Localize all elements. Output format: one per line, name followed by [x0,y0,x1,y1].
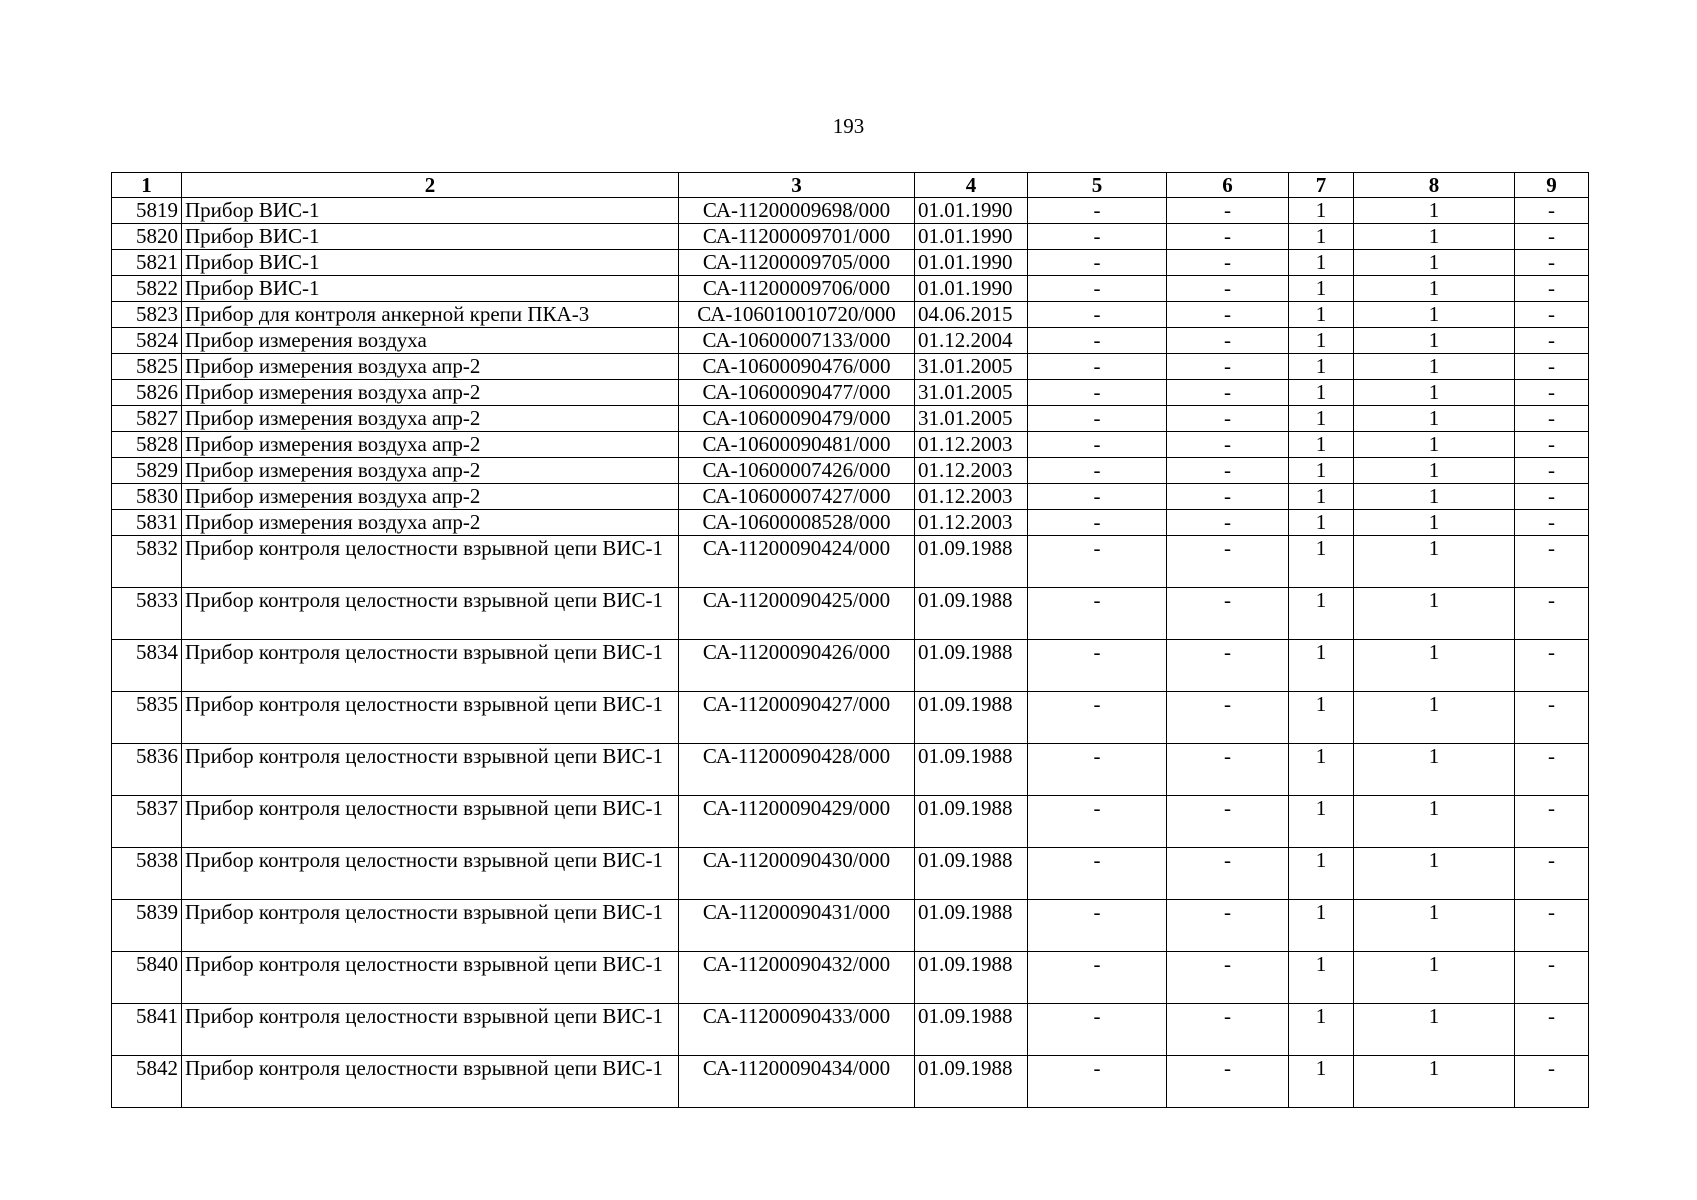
inventory-code-cell: СА-11200009706/000 [679,276,915,302]
col7-cell: 1 [1289,848,1354,900]
col9-cell: - [1515,588,1589,640]
item-name-cell: Прибор контроля целостности взрывной цепи ВИС-1 [182,640,679,692]
row-number-cell: 5824 [112,328,182,354]
row-number-cell: 5834 [112,640,182,692]
col5-cell: - [1028,510,1167,536]
col7-cell: 1 [1289,536,1354,588]
row-number-cell: 5830 [112,484,182,510]
inventory-code-cell: СА-11200090432/000 [679,952,915,1004]
inventory-code-cell: СА-11200009705/000 [679,250,915,276]
col9-cell: - [1515,952,1589,1004]
col6-cell: - [1167,250,1289,276]
col7-cell: 1 [1289,588,1354,640]
col7-cell: 1 [1289,692,1354,744]
col7-cell: 1 [1289,354,1354,380]
table-row [112,536,1589,588]
table-row [112,302,1589,328]
item-name-cell: Прибор контроля целостности взрывной цепи ВИС-1 [182,848,679,900]
item-name-cell: Прибор измерения воздуха апр-2 [182,458,679,484]
date-cell: 01.12.2004 [915,328,1028,354]
col9-cell: - [1515,250,1589,276]
col5-cell: - [1028,484,1167,510]
date-cell: 01.09.1988 [915,796,1028,848]
date-cell: 31.01.2005 [915,406,1028,432]
row-number-cell: 5820 [112,224,182,250]
item-name-cell: Прибор измерения воздуха апр-2 [182,484,679,510]
inventory-code-cell: СА-10600007426/000 [679,458,915,484]
col6-cell: - [1167,302,1289,328]
inventory-code-cell: СА-11200090427/000 [679,692,915,744]
date-cell: 31.01.2005 [915,354,1028,380]
col8-cell: 1 [1354,510,1515,536]
row-number-cell: 5825 [112,354,182,380]
item-name-cell: Прибор ВИС-1 [182,224,679,250]
col9-cell: - [1515,510,1589,536]
col5-cell: - [1028,432,1167,458]
row-number-cell: 5838 [112,848,182,900]
col6-cell: - [1167,276,1289,302]
date-cell: 01.01.1990 [915,224,1028,250]
col5-cell: - [1028,952,1167,1004]
column-header: 6 [1167,173,1289,198]
date-cell: 01.09.1988 [915,588,1028,640]
table-row [112,640,1589,692]
col5-cell: - [1028,640,1167,692]
col5-cell: - [1028,536,1167,588]
col7-cell: 1 [1289,302,1354,328]
row-number-cell: 5832 [112,536,182,588]
table-row [112,380,1589,406]
col5-cell: - [1028,692,1167,744]
item-name-cell: Прибор контроля целостности взрывной цепи ВИС-1 [182,1004,679,1056]
col7-cell: 1 [1289,458,1354,484]
col9-cell: - [1515,1004,1589,1056]
col7-cell: 1 [1289,406,1354,432]
col8-cell: 1 [1354,588,1515,640]
column-header: 3 [679,173,915,198]
row-number-cell: 5829 [112,458,182,484]
row-number-cell: 5819 [112,198,182,224]
inventory-code-cell: СА-10600008528/000 [679,510,915,536]
col7-cell: 1 [1289,1056,1354,1108]
date-cell: 01.09.1988 [915,900,1028,952]
col7-cell: 1 [1289,380,1354,406]
col7-cell: 1 [1289,640,1354,692]
col9-cell: - [1515,224,1589,250]
item-name-cell: Прибор измерения воздуха [182,328,679,354]
col5-cell: - [1028,276,1167,302]
col8-cell: 1 [1354,952,1515,1004]
inventory-code-cell: СА-10600090481/000 [679,432,915,458]
date-cell: 01.09.1988 [915,952,1028,1004]
col9-cell: - [1515,406,1589,432]
col5-cell: - [1028,354,1167,380]
row-number-cell: 5835 [112,692,182,744]
col5-cell: - [1028,250,1167,276]
col7-cell: 1 [1289,796,1354,848]
row-number-cell: 5837 [112,796,182,848]
inventory-code-cell: СА-11200090428/000 [679,744,915,796]
col9-cell: - [1515,848,1589,900]
col8-cell: 1 [1354,302,1515,328]
table-row [112,1056,1589,1108]
col8-cell: 1 [1354,1004,1515,1056]
item-name-cell: Прибор измерения воздуха апр-2 [182,380,679,406]
col9-cell: - [1515,1056,1589,1108]
col6-cell: - [1167,198,1289,224]
inventory-code-cell: СА-10600007427/000 [679,484,915,510]
item-name-cell: Прибор ВИС-1 [182,276,679,302]
col7-cell: 1 [1289,900,1354,952]
column-header: 1 [112,173,182,198]
table-row [112,328,1589,354]
col9-cell: - [1515,484,1589,510]
col9-cell: - [1515,744,1589,796]
col8-cell: 1 [1354,744,1515,796]
col5-cell: - [1028,900,1167,952]
col6-cell: - [1167,224,1289,250]
row-number-cell: 5823 [112,302,182,328]
column-header: 5 [1028,173,1167,198]
date-cell: 31.01.2005 [915,380,1028,406]
col7-cell: 1 [1289,744,1354,796]
col8-cell: 1 [1354,536,1515,588]
item-name-cell: Прибор контроля целостности взрывной цепи ВИС-1 [182,536,679,588]
item-name-cell: Прибор контроля целостности взрывной цепи ВИС-1 [182,1056,679,1108]
inventory-code-cell: СА-10600090477/000 [679,380,915,406]
row-number-cell: 5828 [112,432,182,458]
table-row [112,432,1589,458]
col5-cell: - [1028,1004,1167,1056]
item-name-cell: Прибор контроля целостности взрывной цепи ВИС-1 [182,952,679,1004]
inventory-code-cell: СА-106010010720/000 [679,302,915,328]
col7-cell: 1 [1289,276,1354,302]
col6-cell: - [1167,952,1289,1004]
col5-cell: - [1028,406,1167,432]
item-name-cell: Прибор измерения воздуха апр-2 [182,510,679,536]
table-row [112,510,1589,536]
col5-cell: - [1028,198,1167,224]
item-name-cell: Прибор контроля целостности взрывной цепи ВИС-1 [182,744,679,796]
col5-cell: - [1028,302,1167,328]
col8-cell: 1 [1354,406,1515,432]
date-cell: 01.12.2003 [915,484,1028,510]
date-cell: 01.12.2003 [915,432,1028,458]
table-row [112,900,1589,952]
inventory-code-cell: СА-11200090434/000 [679,1056,915,1108]
table-row [112,276,1589,302]
inventory-table [111,172,1589,1108]
col9-cell: - [1515,900,1589,952]
row-number-cell: 5839 [112,900,182,952]
col7-cell: 1 [1289,952,1354,1004]
date-cell: 01.09.1988 [915,1056,1028,1108]
item-name-cell: Прибор измерения воздуха апр-2 [182,406,679,432]
col6-cell: - [1167,1004,1289,1056]
item-name-cell: Прибор ВИС-1 [182,250,679,276]
inventory-code-cell: СА-10600090476/000 [679,354,915,380]
table-header-row [112,173,1589,198]
col7-cell: 1 [1289,250,1354,276]
date-cell: 01.12.2003 [915,458,1028,484]
column-header: 4 [915,173,1028,198]
row-number-cell: 5821 [112,250,182,276]
date-cell: 01.12.2003 [915,510,1028,536]
inventory-code-cell: СА-11200090425/000 [679,588,915,640]
date-cell: 01.01.1990 [915,198,1028,224]
table-row [112,848,1589,900]
table-row [112,406,1589,432]
col6-cell: - [1167,354,1289,380]
col8-cell: 1 [1354,380,1515,406]
col8-cell: 1 [1354,692,1515,744]
table-row [112,224,1589,250]
col6-cell: - [1167,1056,1289,1108]
table-row [112,692,1589,744]
col6-cell: - [1167,692,1289,744]
col9-cell: - [1515,354,1589,380]
table-row [112,458,1589,484]
date-cell: 01.09.1988 [915,744,1028,796]
row-number-cell: 5841 [112,1004,182,1056]
col8-cell: 1 [1354,198,1515,224]
col7-cell: 1 [1289,432,1354,458]
col6-cell: - [1167,588,1289,640]
table-row [112,484,1589,510]
row-number-cell: 5831 [112,510,182,536]
date-cell: 01.01.1990 [915,250,1028,276]
item-name-cell: Прибор измерения воздуха апр-2 [182,432,679,458]
col5-cell: - [1028,588,1167,640]
inventory-code-cell: СА-11200009698/000 [679,198,915,224]
row-number-cell: 5833 [112,588,182,640]
col9-cell: - [1515,328,1589,354]
item-name-cell: Прибор контроля целостности взрывной цепи ВИС-1 [182,796,679,848]
date-cell: 01.09.1988 [915,536,1028,588]
col6-cell: - [1167,328,1289,354]
item-name-cell: Прибор ВИС-1 [182,198,679,224]
inventory-code-cell: СА-11200090431/000 [679,900,915,952]
col9-cell: - [1515,692,1589,744]
col5-cell: - [1028,744,1167,796]
row-number-cell: 5827 [112,406,182,432]
col8-cell: 1 [1354,250,1515,276]
item-name-cell: Прибор контроля целостности взрывной цепи ВИС-1 [182,692,679,744]
col6-cell: - [1167,406,1289,432]
col9-cell: - [1515,432,1589,458]
col6-cell: - [1167,484,1289,510]
column-header: 9 [1515,173,1589,198]
inventory-code-cell: СА-10600090479/000 [679,406,915,432]
col8-cell: 1 [1354,796,1515,848]
col5-cell: - [1028,1056,1167,1108]
col8-cell: 1 [1354,224,1515,250]
col5-cell: - [1028,458,1167,484]
col5-cell: - [1028,848,1167,900]
column-header: 8 [1354,173,1515,198]
col9-cell: - [1515,796,1589,848]
table-row [112,198,1589,224]
col7-cell: 1 [1289,198,1354,224]
date-cell: 04.06.2015 [915,302,1028,328]
row-number-cell: 5826 [112,380,182,406]
col6-cell: - [1167,848,1289,900]
col6-cell: - [1167,900,1289,952]
date-cell: 01.09.1988 [915,848,1028,900]
page-number: 193 [832,114,865,138]
inventory-code-cell: СА-11200009701/000 [679,224,915,250]
col8-cell: 1 [1354,900,1515,952]
row-number-cell: 5840 [112,952,182,1004]
column-header: 2 [182,173,679,198]
date-cell: 01.09.1988 [915,640,1028,692]
item-name-cell: Прибор контроля целостности взрывной цепи ВИС-1 [182,588,679,640]
col8-cell: 1 [1354,848,1515,900]
col9-cell: - [1515,302,1589,328]
row-number-cell: 5836 [112,744,182,796]
inventory-code-cell: СА-11200090426/000 [679,640,915,692]
col7-cell: 1 [1289,484,1354,510]
table-row [112,744,1589,796]
table-row [112,354,1589,380]
col7-cell: 1 [1289,224,1354,250]
col8-cell: 1 [1354,458,1515,484]
col7-cell: 1 [1289,328,1354,354]
col6-cell: - [1167,640,1289,692]
col7-cell: 1 [1289,1004,1354,1056]
inventory-code-cell: СА-11200090424/000 [679,536,915,588]
col7-cell: 1 [1289,510,1354,536]
col6-cell: - [1167,432,1289,458]
date-cell: 01.09.1988 [915,692,1028,744]
table-row [112,952,1589,1004]
col8-cell: 1 [1354,354,1515,380]
col9-cell: - [1515,198,1589,224]
col9-cell: - [1515,380,1589,406]
inventory-code-cell: СА-11200090430/000 [679,848,915,900]
item-name-cell: Прибор для контроля анкерной крепи ПКА-3 [182,302,679,328]
col9-cell: - [1515,458,1589,484]
col5-cell: - [1028,796,1167,848]
col8-cell: 1 [1354,328,1515,354]
table-body [112,198,1589,1108]
col5-cell: - [1028,224,1167,250]
table-row [112,1004,1589,1056]
col9-cell: - [1515,640,1589,692]
item-name-cell: Прибор измерения воздуха апр-2 [182,354,679,380]
table-row [112,588,1589,640]
date-cell: 01.01.1990 [915,276,1028,302]
col5-cell: - [1028,328,1167,354]
col8-cell: 1 [1354,1056,1515,1108]
inventory-code-cell: СА-11200090429/000 [679,796,915,848]
col6-cell: - [1167,458,1289,484]
col8-cell: 1 [1354,432,1515,458]
col9-cell: - [1515,536,1589,588]
col8-cell: 1 [1354,640,1515,692]
col5-cell: - [1028,380,1167,406]
column-header: 7 [1289,173,1354,198]
table-row [112,250,1589,276]
col8-cell: 1 [1354,484,1515,510]
col6-cell: - [1167,380,1289,406]
item-name-cell: Прибор контроля целостности взрывной цепи ВИС-1 [182,900,679,952]
date-cell: 01.09.1988 [915,1004,1028,1056]
col6-cell: - [1167,536,1289,588]
table-row [112,796,1589,848]
col9-cell: - [1515,276,1589,302]
row-number-cell: 5822 [112,276,182,302]
inventory-code-cell: СА-11200090433/000 [679,1004,915,1056]
col8-cell: 1 [1354,276,1515,302]
col6-cell: - [1167,744,1289,796]
col6-cell: - [1167,510,1289,536]
col6-cell: - [1167,796,1289,848]
row-number-cell: 5842 [112,1056,182,1108]
inventory-code-cell: СА-10600007133/000 [679,328,915,354]
